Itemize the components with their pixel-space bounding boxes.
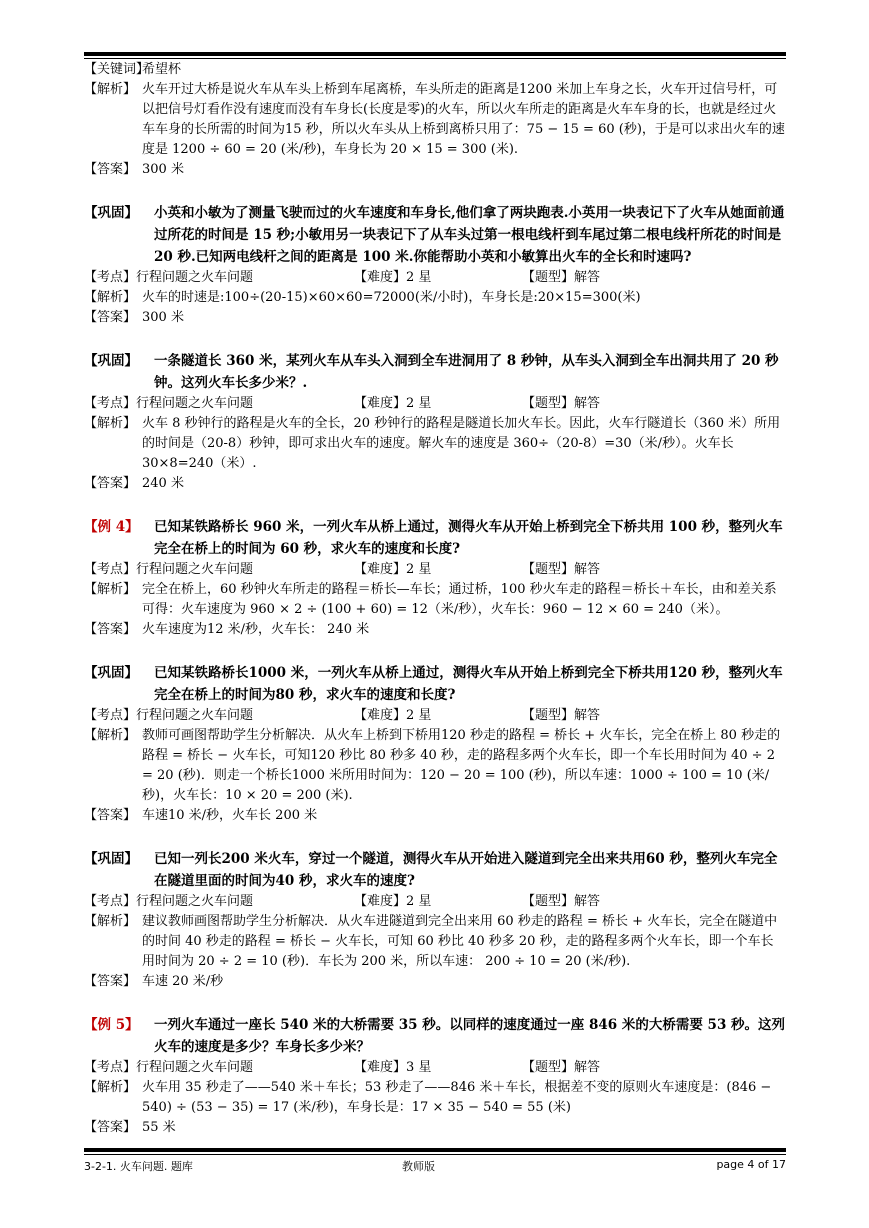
consolidate-label: 【巩固】 xyxy=(84,205,138,221)
analysis-text: 完全在桥上，60 秒钟火车所走的路程＝桥长—车长；通过桥，100 秒火车走的路程＝桥长＋车长，由和差关系可得：火车速度为 960 × 2 ÷ (100 + 60) = 12（米/秒），火车长：960 − 12 × 60 = 240（米）。 xyxy=(142,582,777,617)
question-line xyxy=(84,350,786,394)
difficulty-label: 【难度】 xyxy=(354,894,407,909)
answer-text: 车速10 米/秒，火车长 200 米 xyxy=(142,808,318,823)
qtype-value: 解答 xyxy=(574,894,601,909)
point-label: 【考点】 xyxy=(84,708,137,723)
analysis-label: 【解析】 xyxy=(84,416,137,431)
analysis-text: 火车开过大桥是说火车从车头上桥到车尾离桥，车头所走的距离是1200 米加上车身之长，火车开过信号杆，可以把信号灯看作没有速度而没有车身长(长度是零)的火车，所以火车所走的距离是火车车身的长，也就是经过火车车身的长所需的时间为15 秒，所以火车头从上桥到离桥只用了：75 − 15 = 60 (秒)，于是可以求出火车的速度是 1200 ÷ 60 = 20 (米/秒)，车身长为 20 × 15 = 300 (米). xyxy=(142,82,785,157)
analysis-line xyxy=(84,288,786,308)
difficulty-label: 【难度】 xyxy=(354,562,407,577)
point-label: 【考点】 xyxy=(84,562,137,577)
question-line xyxy=(84,848,786,892)
meta-line xyxy=(84,268,786,288)
question-line xyxy=(84,516,786,560)
footer-page-number: page 4 of 17 xyxy=(716,1158,786,1171)
qtype-label: 【题型】 xyxy=(522,708,575,723)
analysis-label: 【解析】 xyxy=(84,1080,137,1095)
question-text: 已知某铁路桥长1000 米，一列火车从桥上通过，测得火车从开始上桥到完全下桥共用120 秒，整列火车完全在桥上的时间为80 秒，求火车的速度和长度? xyxy=(154,665,783,703)
qtype-value: 解答 xyxy=(574,270,601,285)
answer-text: 车速 20 米/秒 xyxy=(142,974,224,989)
meta-line xyxy=(84,892,786,912)
difficulty-label: 【难度】 xyxy=(354,270,407,285)
analysis-line xyxy=(84,414,786,474)
question-text: 一列火车通过一座长 540 米的大桥需要 35 秒。以同样的速度通过一座 846 米的大桥需要 53 秒。这列火车的速度是多少？车身长多少米？ xyxy=(154,1017,786,1055)
analysis-line xyxy=(84,580,786,620)
point-label: 【考点】 xyxy=(84,1060,137,1075)
question-line xyxy=(84,1014,786,1058)
answer-text: 300 米 xyxy=(142,162,184,177)
qtype-label: 【题型】 xyxy=(522,1060,575,1075)
qtype-label: 【题型】 xyxy=(522,396,575,411)
consolidate-label: 【巩固】 xyxy=(84,353,138,369)
analysis-line xyxy=(84,912,786,972)
answer-text: 火车速度为12 米/秒，火车长： 240 米 xyxy=(142,622,370,637)
page-footer xyxy=(84,1158,786,1178)
analysis-line xyxy=(84,726,786,806)
consolidate-label: 【巩固】 xyxy=(84,851,138,867)
difficulty-value: 2 星 xyxy=(406,562,432,577)
answer-line xyxy=(84,308,786,328)
footer-rule-thick xyxy=(84,1148,786,1152)
difficulty-value: 3 星 xyxy=(406,1060,432,1075)
difficulty-value: 2 星 xyxy=(406,708,432,723)
analysis-text: 火车的时速是:100÷(20-15)×60×60=72000(米/小时)，车身长是:20×15=300(米) xyxy=(142,290,641,305)
point-value: 行程问题之火车问题 xyxy=(136,270,254,285)
qtype-label: 【题型】 xyxy=(522,562,575,577)
question-text: 已知一列长200 米火车，穿过一个隧道，测得火车从开始进入隧道到完全出来共用60 秒，整列火车完全在隧道里面的时间为40 秒，求火车的速度? xyxy=(154,851,778,889)
meta-line xyxy=(84,706,786,726)
analysis-line xyxy=(84,80,786,160)
analysis-label: 【解析】 xyxy=(84,728,137,743)
keyword-label: 【关键词】 xyxy=(84,62,150,77)
analysis-text: 建议教师画图帮助学生分析解决．从火车进隧道到完全出来用 60 秒走的路程 = 桥长 + 火车长，完全在隧道中的时间 40 秒走的路程 = 桥长 − 火车长，可知 60 秒比 40 秒多 20 秒，走的路程多两个火车长，即一个车长用时间为 20 ÷ 2 = 10 (秒)．车长为 200 米，所以车速： 200 ÷ 10 = 20 (米/秒). xyxy=(142,914,778,969)
answer-line xyxy=(84,474,786,494)
question-text: 一条隧道长 360 米，某列火车从车头入洞到全车进洞用了 8 秒钟，从车头入洞到全车出洞共用了 20 秒钟。这列火车长多少米？. xyxy=(154,353,779,391)
document-body xyxy=(84,60,786,1138)
answer-label: 【答案】 xyxy=(84,622,137,637)
keyword-line xyxy=(84,60,786,80)
footer-edition: 教师版 xyxy=(402,1160,435,1173)
meta-line xyxy=(84,1058,786,1078)
analysis-label: 【解析】 xyxy=(84,290,137,305)
point-label: 【考点】 xyxy=(84,396,137,411)
analysis-label: 【解析】 xyxy=(84,582,137,597)
meta-line xyxy=(84,394,786,414)
keyword-value: 希望杯 xyxy=(142,62,182,77)
analysis-line xyxy=(84,1078,786,1118)
qtype-value: 解答 xyxy=(574,562,601,577)
answer-label: 【答案】 xyxy=(84,808,137,823)
difficulty-label: 【难度】 xyxy=(354,1060,407,1075)
qtype-value: 解答 xyxy=(574,708,601,723)
point-value: 行程问题之火车问题 xyxy=(136,562,254,577)
answer-label: 【答案】 xyxy=(84,310,137,325)
header-rule-thin xyxy=(84,58,786,59)
example-label: 【例 5】 xyxy=(84,1017,139,1033)
question-text: 已知某铁路桥长 960 米，一列火车从桥上通过，测得火车从开始上桥到完全下桥共用 100 秒，整列火车完全在桥上的时间为 60 秒，求火车的速度和长度? xyxy=(154,519,783,557)
qtype-value: 解答 xyxy=(574,1060,601,1075)
answer-label: 【答案】 xyxy=(84,476,137,491)
analysis-label: 【解析】 xyxy=(84,914,137,929)
difficulty-value: 2 星 xyxy=(406,894,432,909)
answer-text: 55 米 xyxy=(142,1120,176,1135)
consolidate-label: 【巩固】 xyxy=(84,665,138,681)
analysis-text: 火车用 35 秒走了——540 米＋车长；53 秒走了——846 米＋车长，根据差不变的原则火车速度是：(846 − 540) ÷ (53 − 35) = 17 (米/秒)，车身长是：17 × 35 − 540 = 55 (米) xyxy=(142,1080,772,1115)
header-rule-thick xyxy=(84,52,786,56)
analysis-label: 【解析】 xyxy=(84,82,137,97)
point-value: 行程问题之火车问题 xyxy=(136,396,254,411)
question-text: 小英和小敏为了测量飞驶而过的火车速度和车身长,他们拿了两块跑表.小英用一块表记下了火车从她面前通过所花的时间是 15 秒;小敏用另一块表记下了从车头过第一根电线杆到车尾过第二根电线杆所花的时间是 20 秒.已知两电线杆之间的距离是 100 米.你能帮助小英和小敏算出火车的全长和时速吗? xyxy=(154,205,785,265)
qtype-label: 【题型】 xyxy=(522,894,575,909)
answer-line xyxy=(84,620,786,640)
point-label: 【考点】 xyxy=(84,894,137,909)
meta-line xyxy=(84,560,786,580)
qtype-value: 解答 xyxy=(574,396,601,411)
question-line xyxy=(84,662,786,706)
difficulty-value: 2 星 xyxy=(406,270,432,285)
difficulty-label: 【难度】 xyxy=(354,708,407,723)
answer-text: 300 米 xyxy=(142,310,184,325)
point-label: 【考点】 xyxy=(84,270,137,285)
analysis-text: 火车 8 秒钟行的路程是火车的全长，20 秒钟行的路程是隧道长加火车长。因此，火车行隧道长（360 米）所用的时间是（20-8）秒钟，即可求出火车的速度。解火车的速度是 360÷（20-8）=30（米/秒）。火车长 30×8=240（米）. xyxy=(142,416,781,471)
difficulty-value: 2 星 xyxy=(406,396,432,411)
footer-rule-thin xyxy=(84,1154,786,1155)
point-value: 行程问题之火车问题 xyxy=(136,894,254,909)
answer-label: 【答案】 xyxy=(84,1120,137,1135)
point-value: 行程问题之火车问题 xyxy=(136,708,254,723)
answer-line xyxy=(84,972,786,992)
answer-text: 240 米 xyxy=(142,476,184,491)
point-value: 行程问题之火车问题 xyxy=(136,1060,254,1075)
answer-line xyxy=(84,1118,786,1138)
analysis-text: 教师可画图帮助学生分析解决．从火车上桥到下桥用120 秒走的路程 = 桥长 + 火车长，完全在桥上 80 秒走的路程 = 桥长 − 火车长，可知120 秒比 80 秒多 40 秒，走的路程多两个火车长，即一个车长用时间为 40 ÷ 2 = 20 (秒)．则走一个桥长1000 米所用时间为：120 − 20 = 100 (秒)，所以车速：1000 ÷ 100 = 10 (米/秒)，火车长：10 × 20 = 200 (米). xyxy=(142,728,781,803)
answer-label: 【答案】 xyxy=(84,162,137,177)
question-line xyxy=(84,202,786,268)
answer-label: 【答案】 xyxy=(84,974,137,989)
qtype-label: 【题型】 xyxy=(522,270,575,285)
example-label: 【例 4】 xyxy=(84,519,139,535)
answer-line xyxy=(84,806,786,826)
footer-doc-title: 3-2-1. 火车问题. 题库 xyxy=(84,1160,193,1173)
answer-line xyxy=(84,160,786,180)
difficulty-label: 【难度】 xyxy=(354,396,407,411)
